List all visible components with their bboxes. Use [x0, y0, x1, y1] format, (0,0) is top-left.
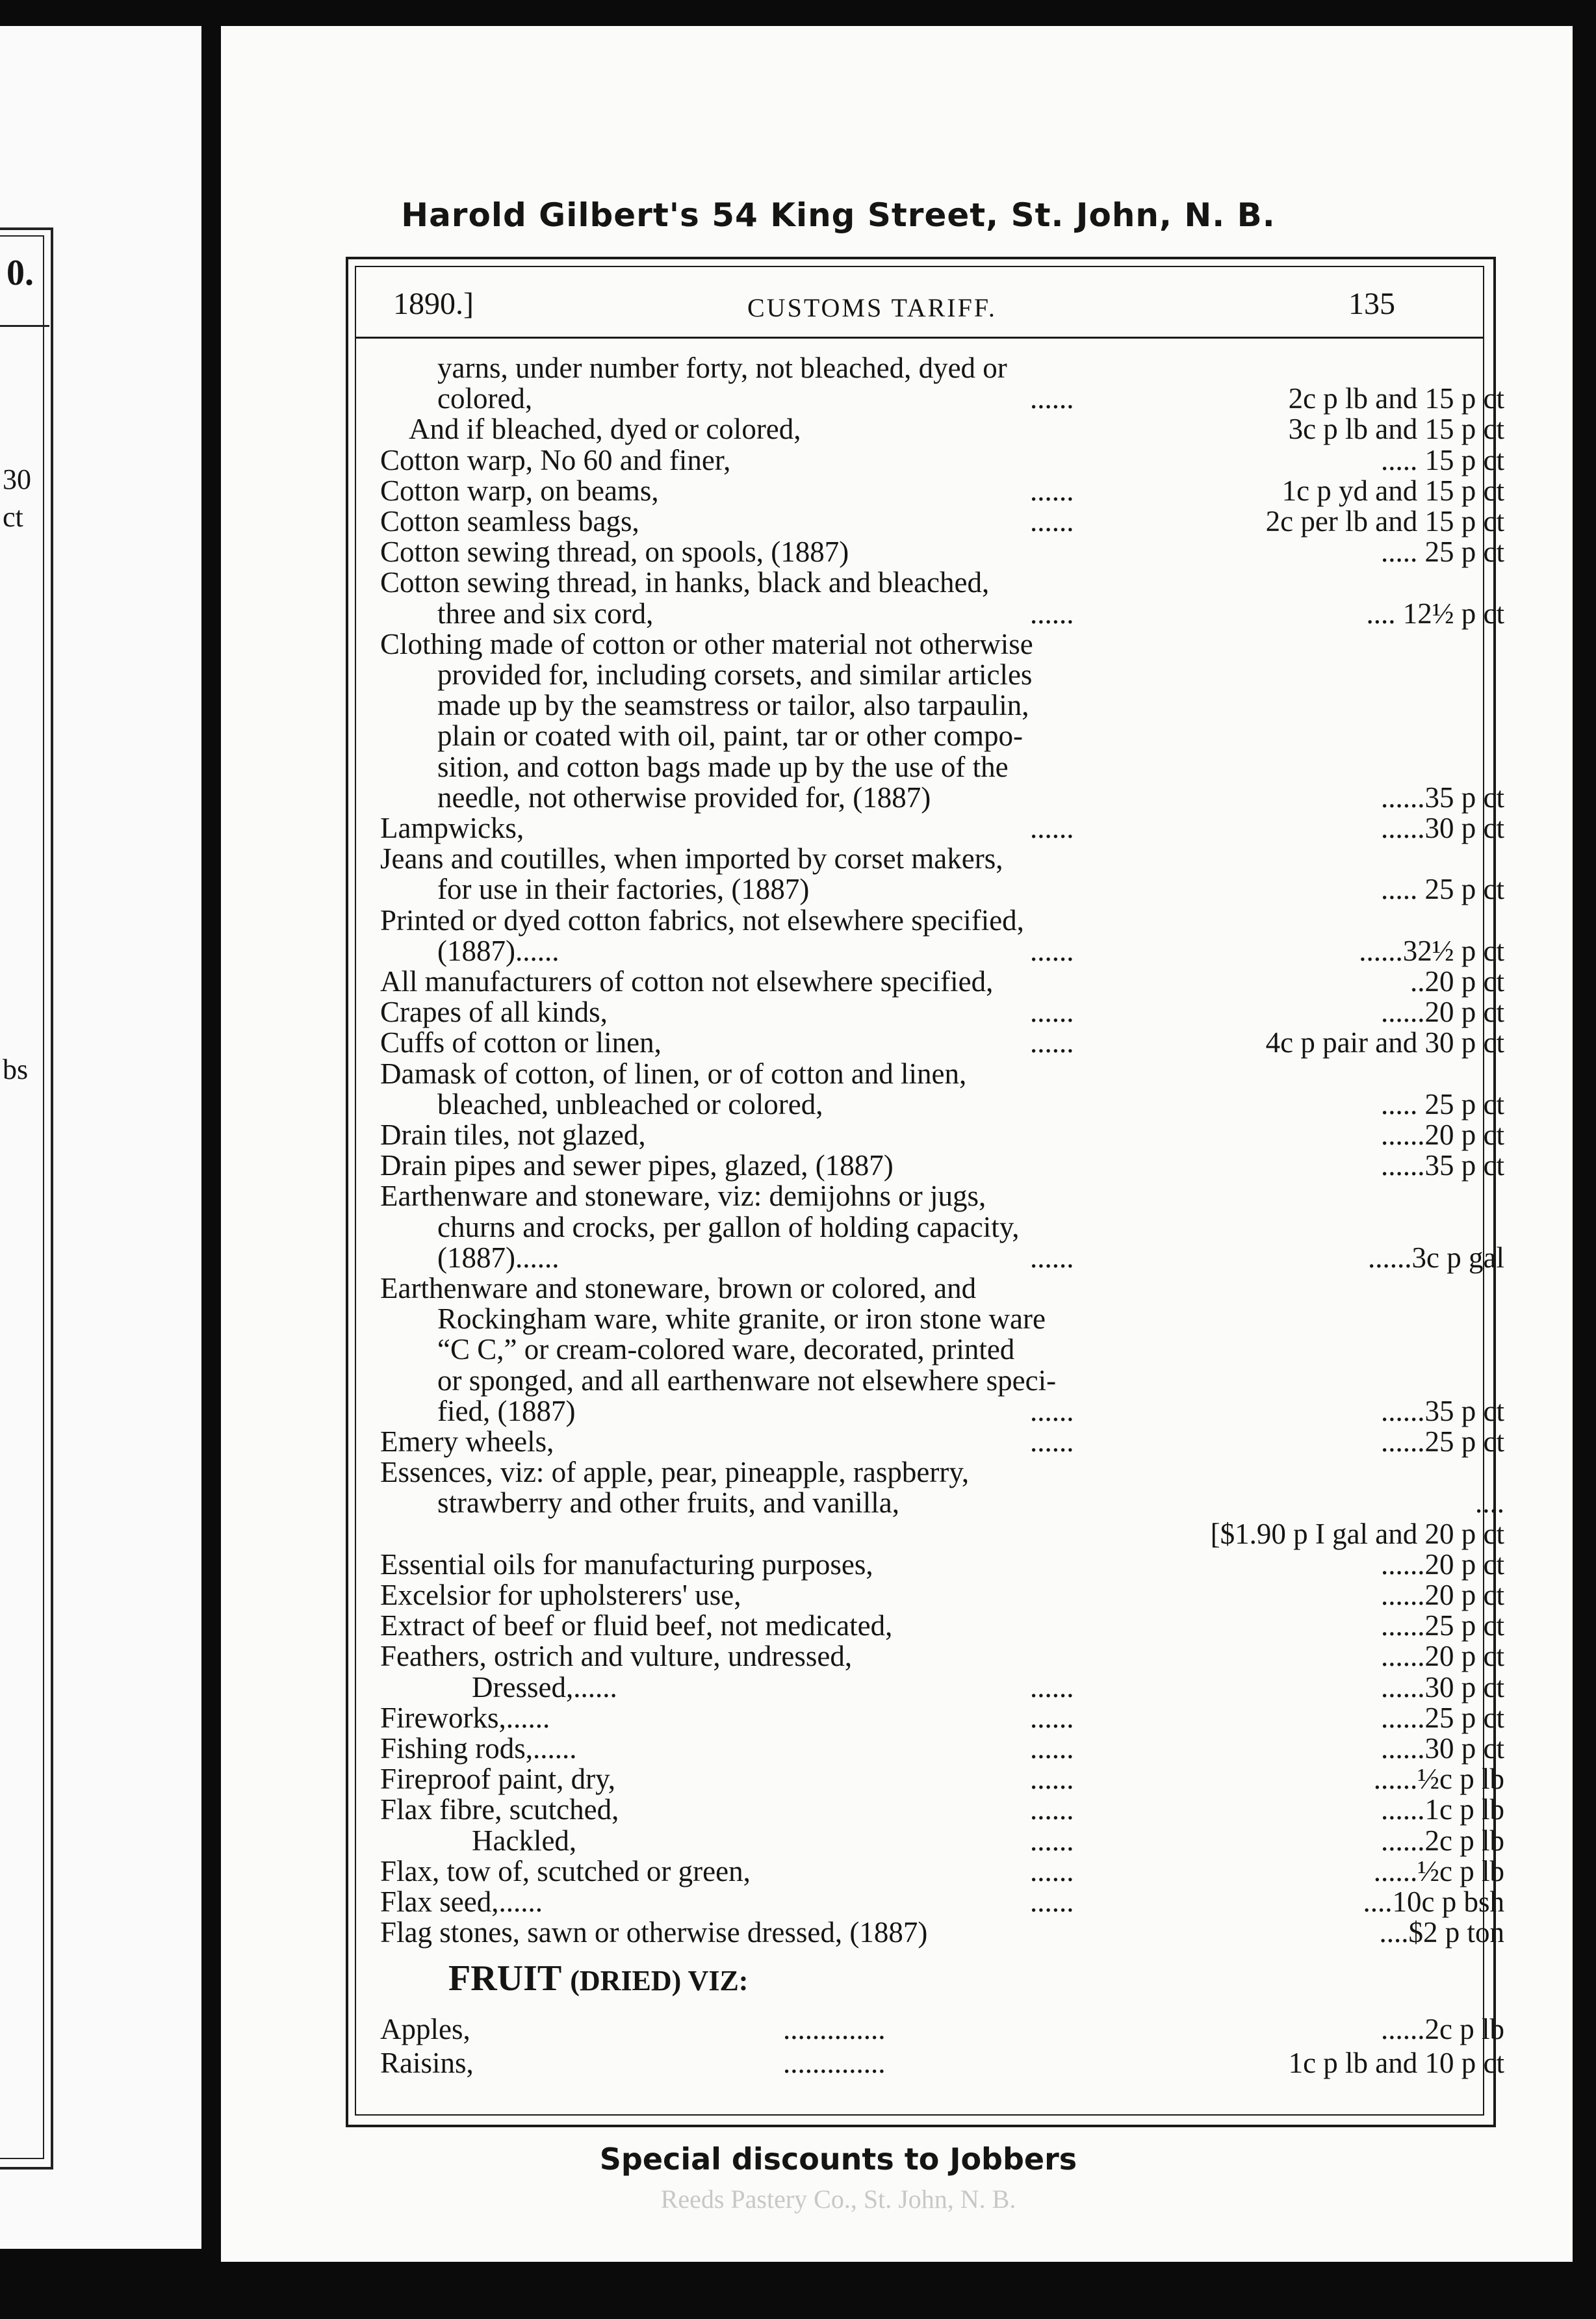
tariff-description: Flag stones, sawn or otherwise dressed, (1887) [380, 1916, 928, 1949]
header-year: 1890.] [393, 287, 474, 321]
tariff-rate: ....$2 p ton [1379, 1916, 1504, 1949]
tariff-line [380, 1027, 1504, 1058]
tariff-line [380, 843, 1504, 874]
tariff-description: Clothing made of cotton or other material not otherwise [380, 628, 1033, 660]
fruit-heading [448, 1958, 748, 1999]
leader-dots: ...... [1030, 597, 1074, 630]
tariff-rate: ......20 p ct [1381, 1548, 1504, 1581]
tariff-line [380, 1119, 1504, 1150]
tariff-description: plain or coated with oil, paint, tar or other compo- [437, 719, 1023, 752]
tariff-rate: ......25 p ct [1381, 1702, 1504, 1734]
tariff-rate: ......25 p ct [1381, 1425, 1504, 1458]
tariff-description: Excelsior for upholsterers' use, [380, 1579, 741, 1611]
leader-dots: ...... [1030, 1793, 1074, 1826]
tariff-description: strawberry and other fruits, and vanilla, [437, 1486, 900, 1519]
tariff-description: Drain tiles, not glazed, [380, 1119, 646, 1151]
tariff-description: Cotton sewing thread, on spools, (1887) [380, 536, 849, 568]
tariff-rate: ..... 15 p ct [1381, 444, 1504, 476]
tariff-line [380, 1150, 1504, 1181]
tariff-line [380, 1365, 1504, 1396]
tariff-line [380, 1702, 1504, 1733]
tariff-line [380, 1089, 1504, 1120]
tariff-line [380, 1825, 1504, 1856]
tariff-line [380, 567, 1504, 598]
tariff-description: Hackled, [472, 1824, 577, 1857]
tariff-description: Jeans and coutilles, when imported by corset makers, [380, 842, 1003, 875]
tariff-line [380, 690, 1504, 721]
tariff-description: Printed or dyed cotton fabrics, not elsewhere specified, [380, 904, 1024, 937]
tariff-line [380, 628, 1504, 660]
leader-dots: ...... [1030, 1824, 1074, 1857]
tariff-line [380, 1273, 1504, 1304]
header-title: CUSTOMS TARIFF. [747, 293, 997, 322]
leader-dots: ...... [1030, 1885, 1074, 1918]
leader-dots: .............. [783, 2047, 886, 2079]
tariff-line [380, 1856, 1504, 1887]
tariff-line [380, 905, 1504, 936]
fruit-heading-main: FRUIT [448, 1958, 561, 1999]
tariff-line [380, 1917, 1504, 1948]
tariff-description: Apples, [380, 2013, 470, 2045]
tariff-line [380, 1334, 1504, 1365]
tariff-line [380, 659, 1504, 690]
tariff-line [380, 1886, 1504, 1917]
tariff-rate: ......35 p ct [1381, 1149, 1504, 1182]
tariff-rate: 3c p lb and 15 p ct [1288, 413, 1504, 445]
tariff-description: Crapes of all kinds, [380, 996, 608, 1028]
tariff-line [380, 966, 1504, 997]
tariff-rate: ......30 p ct [1381, 1732, 1504, 1765]
tariff-description: needle, not otherwise provided for, (1887) [437, 781, 931, 814]
tariff-description: Flax, tow of, scutched or green, [380, 1855, 751, 1887]
tariff-line [380, 1518, 1504, 1549]
leader-dots: ...... [1030, 1763, 1074, 1795]
tariff-rate: 2c p lb and 15 p ct [1288, 382, 1504, 415]
tariff-rate: ......20 p ct [1381, 1579, 1504, 1611]
leader-dots: ...... [1030, 812, 1074, 844]
tariff-rate: ......½c p lb [1373, 1763, 1504, 1795]
footer-notice: Special discounts to Jobbers [599, 2142, 1077, 2177]
tariff-line [380, 506, 1504, 537]
tariff-line [380, 2047, 1504, 2079]
tariff-line [380, 720, 1504, 751]
tariff-description: Cotton sewing thread, in hanks, black and bleached, [380, 566, 990, 599]
book-gutter [201, 0, 221, 2319]
tariff-description: (1887)...... [437, 935, 560, 967]
facing-page-fragment: bs [3, 1054, 29, 1085]
show-through-text: Reeds Pastery Co., St. John, N. B. [660, 2184, 1016, 2214]
facing-page-fragment: ct [3, 501, 23, 533]
tariff-description: (1887)...... [437, 1241, 560, 1274]
tariff-line [380, 996, 1504, 1028]
leader-dots: ...... [1030, 1855, 1074, 1887]
tariff-rate: ......35 p ct [1381, 1395, 1504, 1427]
tariff-rate: [$1.90 p I gal and 20 p ct [1210, 1518, 1504, 1550]
tariff-description: Cotton warp, No 60 and finer, [380, 444, 731, 476]
facing-page-fragment: 30 [3, 463, 31, 495]
tariff-rate: ......30 p ct [1381, 1671, 1504, 1704]
tariff-rate: ......20 p ct [1381, 996, 1504, 1028]
fruit-heading-sub: (DRIED) VIZ: [570, 1965, 749, 1997]
running-head: Harold Gilbert's 54 King Street, St. John, N. B. [401, 196, 1276, 234]
tariff-description: Damask of cotton, of linen, or of cotton and linen, [380, 1057, 967, 1090]
tariff-rate: ......25 p ct [1381, 1609, 1504, 1642]
tariff-description: for use in their factories, (1887) [437, 873, 810, 905]
tariff-line [380, 874, 1504, 905]
tariff-rate: ......32½ p ct [1359, 935, 1504, 967]
book-page [221, 26, 1573, 2262]
tariff-description: Rockingham ware, white granite, or iron stone ware [437, 1302, 1046, 1335]
leader-dots: ...... [1030, 1395, 1074, 1427]
tariff-rate: .... [1475, 1486, 1504, 1519]
tariff-line [380, 1733, 1504, 1764]
tariff-line [380, 1457, 1504, 1488]
tariff-description: bleached, unbleached or colored, [437, 1088, 823, 1121]
tariff-description: fied, (1887) [437, 1395, 576, 1427]
facing-page [0, 26, 201, 2249]
tariff-description: “C C,” or cream-colored ware, decorated, printed [437, 1333, 1015, 1366]
tariff-line [380, 2014, 1504, 2045]
tariff-line [380, 352, 1504, 383]
tariff-description: Fireworks,...... [380, 1702, 550, 1734]
tariff-rate: 1c p lb and 10 p ct [1288, 2047, 1504, 2079]
tariff-description: churns and crocks, per gallon of holding capacity, [437, 1211, 1020, 1243]
tariff-rate: ......30 p ct [1381, 812, 1504, 844]
tariff-rate: ....10c p bsh [1363, 1885, 1504, 1918]
tariff-description: made up by the seamstress or tailor, also tarpaulin, [437, 689, 1029, 721]
leader-dots: ...... [1030, 1026, 1074, 1059]
tariff-rate: ......20 p ct [1381, 1119, 1504, 1151]
leader-dots: ...... [1030, 1425, 1074, 1458]
tariff-line [380, 782, 1504, 813]
tariff-line [380, 445, 1504, 476]
page-number: 135 [1348, 287, 1395, 321]
tariff-rate: ..... 25 p ct [1381, 536, 1504, 568]
tariff-description: or sponged, and all earthenware not elsewhere speci- [437, 1364, 1057, 1397]
tariff-rate: ..... 25 p ct [1381, 873, 1504, 905]
tariff-rate: .... 12½ p ct [1366, 597, 1504, 630]
tariff-description: colored, [437, 382, 533, 415]
tariff-description: Flax seed,...... [380, 1885, 543, 1918]
tariff-description: Extract of beef or fluid beef, not medicated, [380, 1609, 893, 1642]
tariff-rate: ......35 p ct [1381, 781, 1504, 814]
tariff-rate: ......2c p lb [1381, 2013, 1504, 2045]
leader-dots: ...... [1030, 382, 1074, 415]
tariff-description: Cuffs of cotton or linen, [380, 1026, 662, 1059]
tariff-line [380, 598, 1504, 629]
leader-dots: ...... [1030, 1702, 1074, 1734]
tariff-description: Dressed,...... [472, 1671, 617, 1704]
tariff-description: And if bleached, dyed or colored, [409, 413, 801, 445]
tariff-description: provided for, including corsets, and similar articles [437, 658, 1033, 691]
tariff-line [380, 1549, 1504, 1580]
tariff-line [380, 1242, 1504, 1273]
tariff-description: Earthenware and stoneware, viz: demijohns or jugs, [380, 1180, 986, 1212]
tariff-description: Feathers, ostrich and vulture, undressed, [380, 1640, 853, 1672]
leader-dots: ...... [1030, 1241, 1074, 1274]
tariff-line [380, 1426, 1504, 1457]
leader-dots: ...... [1030, 474, 1074, 507]
tariff-description: Fishing rods,...... [380, 1732, 577, 1765]
tariff-line [380, 812, 1504, 844]
tariff-description: Cotton seamless bags, [380, 505, 639, 538]
tariff-line [380, 935, 1504, 966]
tariff-description: Cotton warp, on beams, [380, 474, 659, 507]
tariff-line [380, 1579, 1504, 1611]
tariff-rate: ..20 p ct [1410, 965, 1504, 998]
tariff-rate: ......2c p lb [1381, 1824, 1504, 1857]
facing-page-header: 0. [6, 253, 34, 293]
leader-dots: ...... [1030, 996, 1074, 1028]
tariff-line [380, 1180, 1504, 1211]
tariff-rate: ......½c p lb [1373, 1855, 1504, 1887]
tariff-line [380, 1395, 1504, 1427]
tariff-rate: 2c per lb and 15 p ct [1265, 505, 1504, 538]
tariff-line [380, 751, 1504, 783]
tariff-line [380, 1610, 1504, 1641]
tariff-line [380, 1211, 1504, 1243]
tariff-description: Raisins, [380, 2047, 474, 2079]
tariff-description: Essential oils for manufacturing purposes, [380, 1548, 873, 1581]
tariff-rate: ..... 25 p ct [1381, 1088, 1504, 1121]
tariff-description: three and six cord, [437, 597, 654, 630]
tariff-line [380, 413, 1504, 445]
tariff-line [380, 536, 1504, 567]
tariff-line [380, 1763, 1504, 1794]
leader-dots: ...... [1030, 1732, 1074, 1765]
tariff-description: Emery wheels, [380, 1425, 554, 1458]
tariff-rate: ......1c p lb [1381, 1793, 1504, 1826]
tariff-description: Fireproof paint, dry, [380, 1763, 615, 1795]
leader-dots: ...... [1030, 935, 1074, 967]
facing-page-rule [0, 325, 49, 327]
leader-dots: ...... [1030, 1671, 1074, 1704]
header-rule [355, 337, 1484, 339]
tariff-line [380, 1303, 1504, 1334]
tariff-rate: 4c p pair and 30 p ct [1265, 1026, 1504, 1059]
tariff-line [380, 475, 1504, 506]
tariff-description: Drain pipes and sewer pipes, glazed, (1887) [380, 1149, 894, 1182]
tariff-rate: ......20 p ct [1381, 1640, 1504, 1672]
tariff-rate: 1c p yd and 15 p ct [1281, 474, 1504, 507]
tariff-line [380, 383, 1504, 414]
tariff-line [380, 1640, 1504, 1672]
tariff-description: sition, and cotton bags made up by the use of the [437, 751, 1009, 783]
tariff-description: Flax fibre, scutched, [380, 1793, 619, 1826]
tariff-description: Essences, viz: of apple, pear, pineapple, raspberry, [380, 1456, 970, 1488]
tariff-rate: ......3c p gal [1368, 1241, 1504, 1274]
tariff-description: yarns, under number forty, not bleached, dyed or [437, 352, 1007, 384]
tariff-line [380, 1794, 1504, 1825]
tariff-line [380, 1487, 1504, 1518]
tariff-line [380, 1672, 1504, 1703]
tariff-line [380, 1058, 1504, 1089]
tariff-description: Earthenware and stoneware, brown or colored, and [380, 1272, 977, 1304]
tariff-description: Lampwicks, [380, 812, 524, 844]
leader-dots: ...... [1030, 505, 1074, 538]
leader-dots: .............. [783, 2013, 886, 2045]
tariff-description: All manufacturers of cotton not elsewhere specified, [380, 965, 994, 998]
